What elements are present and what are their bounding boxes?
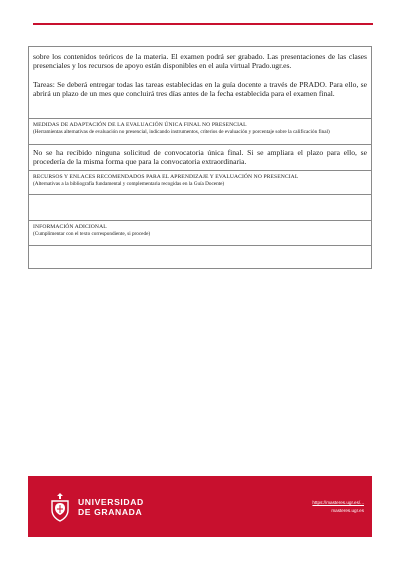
adaptation-body-cell [29, 144, 371, 170]
university-crest-icon [48, 492, 72, 522]
adaptation-heading: MEDIDAS DE ADAPTACIÓN DE LA EVALUACIÓN ÚNICA FINAL NO PRESENCIAL [33, 122, 247, 128]
adaptation-body: No se ha recibido ninguna solicitud de convocatoria única final. Si se ampliara el plazo para ello, se procedería de la misma forma que para la convocatoria extraordinaria. [33, 148, 367, 167]
resources-heading: RECURSOS Y ENLACES RECOMENDADOS PARA EL APRENDIZAJE Y EVALUACIÓN NO PRESENCIAL [33, 174, 299, 180]
university-name [78, 497, 144, 517]
additional-body-cell [29, 245, 371, 268]
resources-header-cell [29, 170, 371, 194]
tareas-paragraph: Tareas: Se deberá entregar todas las tareas establecidas en la guía docente a través de PRADO. Para ello, se abrirá un plazo de un mes que concluirá tres días antes de la fecha establecida para el examen final. [33, 79, 367, 99]
university-line-2: DE GRANADA [78, 507, 143, 517]
adaptation-subheading: (Herramientas alternativas de evaluación no presencial, indicando instrumentos, criterios de evaluación y porcentaje sobre la calificación final) [33, 129, 330, 135]
resources-body-cell [29, 194, 371, 220]
additional-subheading: (Cumplimentar con el texto correspondiente, si procede) [33, 231, 151, 237]
footer-link[interactable]: https://masteres.ugr.es/... [312, 500, 364, 505]
intro-paragraph: sobre los contenidos teóricos de la materia. El examen podrá ser grabado. Las presentaciones de las clases presenciales y los recursos de apoyo están disponibles en el aula virtual Prado.ugr.es. [33, 52, 367, 71]
header-rule [33, 23, 373, 25]
evaluation-text-cell [29, 47, 371, 118]
content-table [28, 46, 372, 269]
resources-subheading: (Alternativas a la bibliografía fundamental y complementaria recogidas en la Guía Docente) [33, 181, 225, 187]
adaptation-header-cell [29, 118, 371, 144]
footer-bar [28, 476, 372, 537]
additional-heading: INFORMACIÓN ADICIONAL [33, 224, 107, 230]
footer-site[interactable]: masteres.ugr.es [331, 508, 364, 513]
additional-header-cell [29, 220, 371, 245]
university-line-1: UNIVERSIDAD [78, 497, 144, 507]
